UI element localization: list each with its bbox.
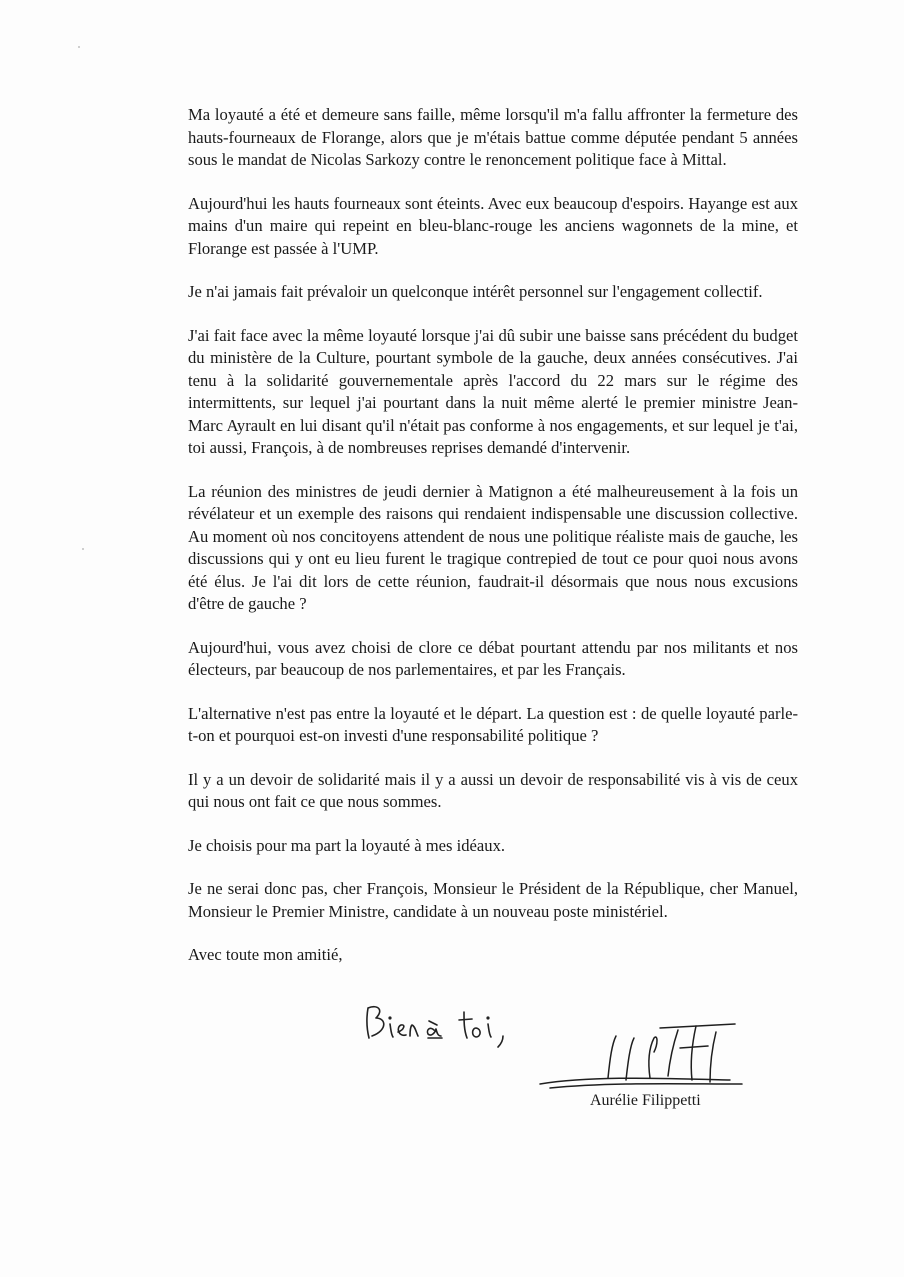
paragraph: Je n'ai jamais fait prévaloir un quelconque intérêt personnel sur l'engagement collectif. (188, 282, 763, 301)
paragraph: Aujourd'hui, vous avez choisi de clore ce débat pourtant attendu par nos militants et nos électeurs, par beaucoup de nos parlementaires, et par les Français. (188, 637, 798, 679)
handwritten-note (360, 1000, 530, 1050)
scan-speck (78, 46, 80, 48)
closing-line: Avec toute mon amitié, (188, 945, 343, 964)
paragraph: Je choisis pour ma part la loyauté à mes idéaux. (188, 835, 506, 855)
signer-name: Aurélie Filippetti (590, 1092, 701, 1109)
paragraph: J'ai fait face avec la même loyauté lorsque j'ai dû subir une baisse sans précédent du budget du ministère de la Culture, pourtant symbole de la gauche, deux années consécutives. J'ai tenu à la solidarité gouvernementale après l'accord du 22 mars sur le régime des intermittents, sur lequel j'ai pourtant dans la nuit même alerté le premier ministre Jean-Marc Ayrault en lui disant qu'il n'était pas conforme à nos engagements, et sur lequel je t'ai, toi aussi, François, à de nombreuses reprises demandé d'intervenir. (188, 325, 798, 457)
scan-speck (82, 548, 84, 550)
letter-body (188, 104, 798, 988)
paragraph: Je ne serai donc pas, cher François, Monsieur le Président de la République, cher Manuel, Monsieur le Premier Ministre, candidate à un nouveau poste ministériel. (188, 879, 798, 921)
paragraph: Il y a un devoir de solidarité mais il y a aussi un devoir de responsabilité vis à vis de ceux qui nous ont fait ce que nous sommes. (188, 769, 798, 811)
signature (530, 1018, 745, 1098)
paragraph: Ma loyauté a été et demeure sans faille, même lorsqu'il m'a fallu affronter la fermeture des hauts-fourneaux de Florange, alors que je m'étais battue comme députée pendant 5 années sous le mandat de Nicolas Sarkozy contre le renoncement politique face à Mittal. (188, 105, 798, 169)
paragraph: L'alternative n'est pas entre la loyauté et le départ. La question est : de quelle loyauté parle-t-on et pourquoi est-on investi d'une responsabilité politique ? (188, 703, 798, 745)
paragraph: La réunion des ministres de jeudi dernier à Matignon a été malheureusement à la fois un révélateur et un exemple des raisons qui rendaient indispensable une discussion collective. Au moment où nos concitoyens attendent de nous une politique réaliste mais de gauche, les discussions qui y ont eu lieu furent le tragique contrepied de tout ce pour quoi nous avons été élus. Je l'ai dit lors de cette réunion, faudrait-il désormais que nous nous excusions d'être de gauche ? (188, 481, 798, 613)
paragraph: Aujourd'hui les hauts fourneaux sont éteints. Avec eux beaucoup d'espoirs. Hayange est aux mains d'un maire qui repeint en bleu-blanc-rouge les anciens wagonnets de la mine, et Florange est passée à l'UMP. (188, 193, 798, 258)
